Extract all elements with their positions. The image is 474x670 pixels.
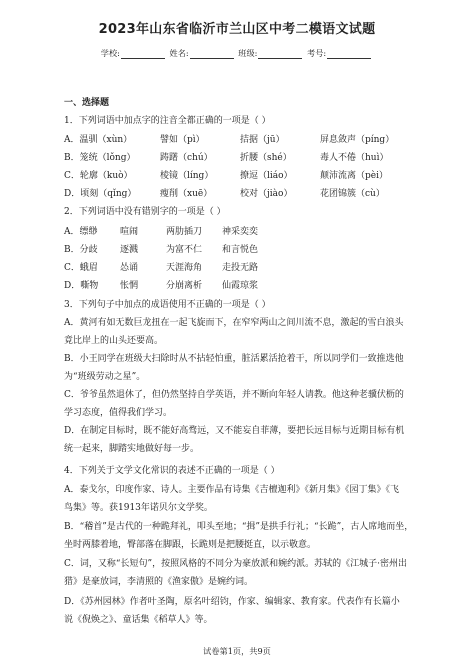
q1-option-c-1: C．轮廓（kuò）	[64, 171, 133, 181]
q1-option-a-1: A．温驯（xùn）	[64, 135, 133, 145]
class-blank[interactable]	[258, 49, 302, 59]
q2-option-c-3: 天涯海角	[166, 263, 203, 273]
q2-option-b-3: 为富不仁	[166, 245, 203, 255]
q2-option-d-3: 分崩离析	[166, 281, 203, 291]
q2-option-c-2: 怂诵	[120, 263, 139, 273]
q2-option-b-2: 逐溅	[120, 245, 139, 255]
q2-option-b-1: B．分歧	[64, 245, 98, 255]
name-label: 姓名:	[169, 48, 189, 58]
q1-option-c-3: 撩逗（liáo）	[240, 171, 293, 181]
q2-option-d-4: 仙霞琼浆	[222, 281, 259, 291]
q3-line-8: 统一起来，脚踏实地做好每一步。	[64, 444, 200, 454]
q1-option-a-4: 屏息敛声（píng）	[320, 135, 395, 145]
q2-option-c-1: C．蛾眉	[64, 263, 98, 273]
question-1-stem: 1．下列词语中加点字的注音全都正确的一项是（ ）	[64, 116, 271, 126]
q1-option-c-4: 颠沛流离（pèi）	[320, 171, 388, 181]
q2-option-a-2: 喧闹	[120, 227, 139, 237]
q1-option-c-2: 棱镜（líng）	[160, 171, 214, 181]
question-4-stem: 4．下列关于文学文化常识的表述不正确的一项是（ ）	[64, 466, 280, 476]
q2-option-a-3: 两肋插刀	[166, 227, 203, 237]
q3-line-7: D．在制定目标时，既不能好高骛远，又不能妄自菲薄，要把长远目标与近期目标有机	[64, 426, 405, 436]
q3-line-6: 学习态度，值得我们学习。	[64, 408, 173, 418]
name-blank[interactable]	[190, 49, 234, 59]
q4-line-6: 猎》是豪放词，李清照的《渔家傲》是婉约词。	[64, 577, 254, 587]
q2-option-a-1: A．缥缈	[64, 227, 98, 237]
number-blank[interactable]	[327, 49, 371, 59]
q4-line-7: D．《苏州园林》作者叶圣陶，原名叶绍钧，作家、编辑家、教育家。代表作有长篇小	[64, 597, 400, 607]
page-footer: 试卷第1页，共9页	[203, 646, 271, 656]
q4-line-4: 坐时两膝着地，臀部落在脚跟，长跪则是把腰挺直，以示敬意。	[64, 540, 317, 550]
question-2-stem: 2．下列词语中没有错别字的一项是（ ）	[64, 207, 226, 217]
question-3-stem: 3．下列句子中加点的成语使用不正确的一项是（ ）	[64, 300, 271, 310]
q2-option-d-1: D．嘶物	[64, 281, 99, 291]
q3-line-4: 为“班级劳动之星”。	[64, 372, 146, 382]
q4-line-2: 鸟集》等。获1913年诺贝尔文学奖。	[64, 503, 213, 513]
q3-line-2: 竟比岸上的山头还要高。	[64, 336, 164, 346]
q1-option-d-4: 花团锦簇（cù）	[320, 189, 385, 199]
q1-option-d-2: 瘦削（xuē）	[160, 189, 213, 199]
q1-option-a-2: 譬如（pì）	[160, 135, 205, 145]
q1-option-b-1: B．笼统（lǒng）	[64, 153, 136, 163]
q1-option-d-1: D．顷刻（qǐng）	[64, 189, 137, 199]
q1-option-d-3: 校对（jiào）	[240, 189, 293, 199]
q1-option-b-4: 毒人不倦（huì）	[320, 153, 389, 163]
q4-line-1: A．泰戈尔，印度作家、诗人。主要作品有诗集《吉檀迦利》《新月集》《园丁集》《飞	[64, 485, 400, 495]
q1-option-b-2: 踌躇（chú）	[160, 153, 213, 163]
number-label: 考号:	[307, 48, 327, 58]
page-title: 2023年山东省临沂市兰山区中考二模语文试题	[98, 22, 376, 37]
q4-line-8: 说《倪焕之》、童话集《稻草人》等。	[64, 615, 213, 625]
student-info-line	[0, 48, 474, 59]
q4-line-3: B．“稽首”是古代的一种跪拜礼，叩头至地；“揖”是拱手行礼；“长跪”，古人席地而坐，	[64, 522, 414, 532]
q2-option-c-4: 走投无路	[222, 263, 259, 273]
q1-option-b-3: 折腰（shé）	[240, 153, 292, 163]
q2-option-d-2: 怅惘	[120, 281, 139, 291]
q3-line-5: C．爷爷虽然退休了，但仍然坚持自学英语，并不断向年轻人请教。他这种老骥伏枥的	[64, 390, 404, 400]
q4-line-5: C．词，又称“长短句”，按照风格的不同分为豪放派和婉约派。苏轼的《江城子·密州出	[64, 559, 407, 569]
q3-line-1: A．黄河有如无数巨龙扭在一起飞旋而下，在窄窄两山之间川流不息，激起的雪白浪头	[64, 318, 404, 328]
section-heading: 一、选择题	[64, 98, 110, 108]
class-label: 班级:	[238, 48, 258, 58]
q3-line-3: B．小王同学在班级大扫除时从不拈轻怕重，脏活累活抢着干，所以同学们一致推选他	[64, 354, 404, 364]
school-label: 学校:	[100, 48, 120, 58]
q1-option-a-3: 拮据（jū）	[240, 135, 285, 145]
q2-option-b-4: 和言悦色	[222, 245, 259, 255]
q2-option-a-4: 神采奕奕	[222, 227, 259, 237]
school-blank[interactable]	[121, 49, 165, 59]
